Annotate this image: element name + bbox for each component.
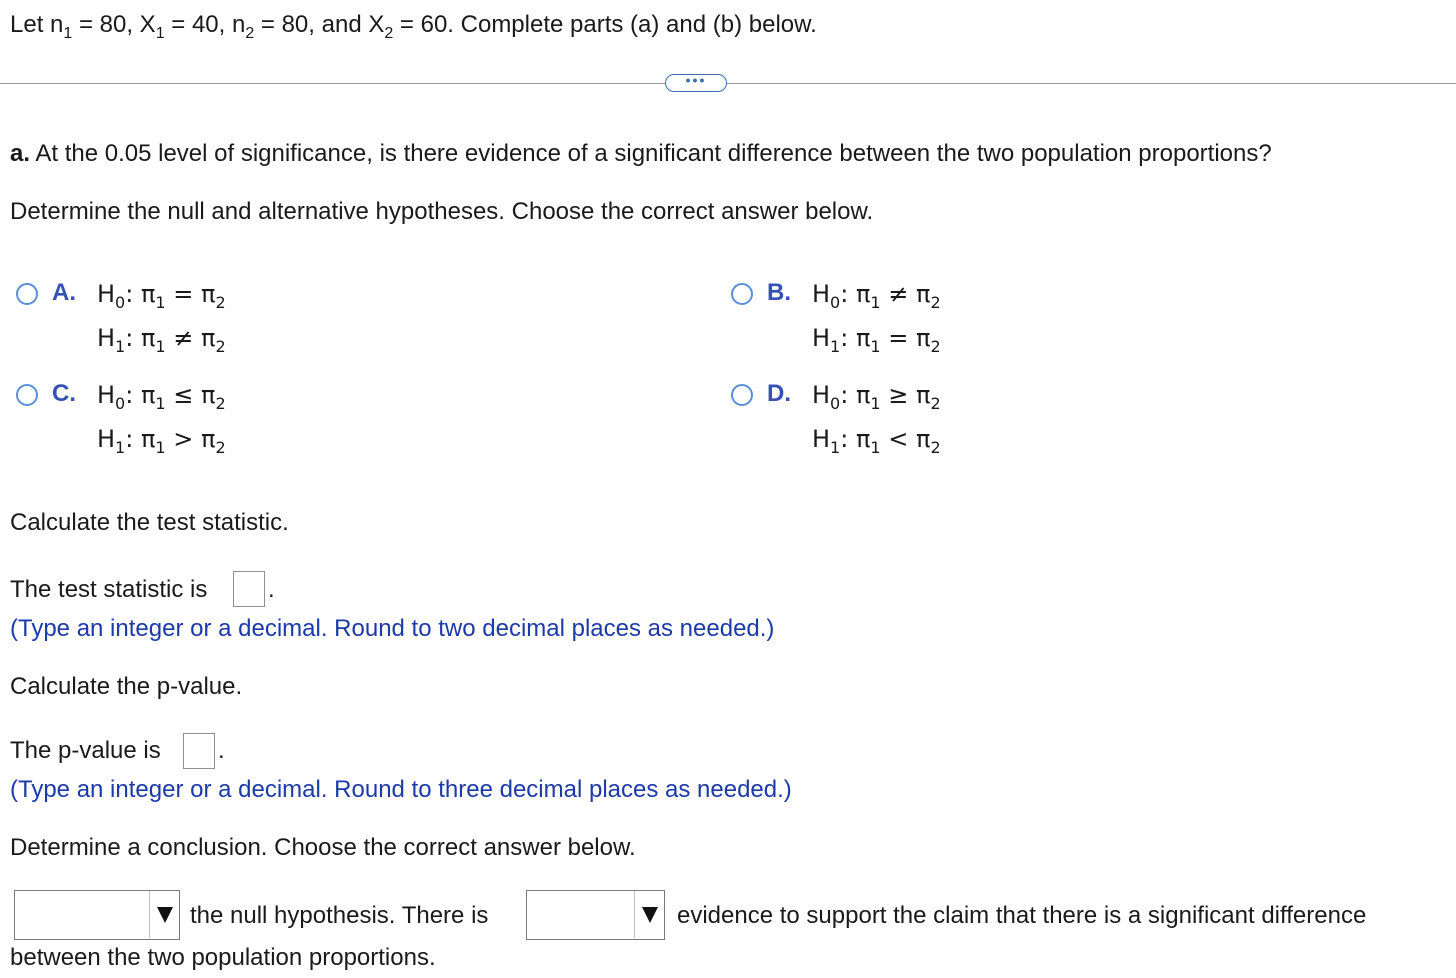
subscript: 2 xyxy=(930,438,941,457)
h-label: H xyxy=(812,324,831,352)
option-b-letter[interactable]: B. xyxy=(767,279,791,306)
pi-symbol: π xyxy=(915,425,931,453)
option-a-h0[interactable]: $H_0$: $\pi_1 = \pi_2$ xyxy=(97,280,226,312)
subscript: 1 xyxy=(155,25,165,42)
pi-symbol: π xyxy=(200,324,216,352)
pi-symbol: π xyxy=(200,280,216,308)
subscript: 2 xyxy=(930,293,941,312)
problem-text: Let n xyxy=(10,11,64,38)
relation-symbol: ≠ xyxy=(888,280,909,308)
h-label: H xyxy=(812,425,831,453)
subscript: 1 xyxy=(155,337,166,356)
relation-symbol: ≥ xyxy=(888,381,909,409)
subscript: 0 xyxy=(115,394,126,413)
p-value-lead: The p-value is xyxy=(10,737,161,764)
option-a-letter[interactable]: A. xyxy=(52,279,76,306)
subscript: 1 xyxy=(155,438,166,457)
option-c-letter[interactable]: C. xyxy=(52,380,76,407)
subscript: 1 xyxy=(155,293,166,312)
h-label: H xyxy=(97,425,116,453)
option-b-radio[interactable] xyxy=(731,283,753,305)
subscript: 0 xyxy=(115,293,126,312)
reject-decision-dropdown[interactable] xyxy=(14,890,180,940)
test-statistic-prompt: Calculate the test statistic. xyxy=(10,509,289,536)
test-statistic-hint: (Type an integer or a decimal. Round to two decimal places as needed.) xyxy=(10,615,775,642)
subscript: 1 xyxy=(155,394,166,413)
pi-symbol: π xyxy=(915,381,931,409)
question-text: At the 0.05 level of significance, is there evidence of a significant difference between the two population proportions? xyxy=(30,140,1272,167)
relation-symbol: ≤ xyxy=(173,381,194,409)
pi-symbol: π xyxy=(140,324,156,352)
conclusion-prompt: Determine a conclusion. Choose the correct answer below. xyxy=(10,834,636,861)
option-d-h0[interactable]: $H_0$: $\pi_1 \ge \pi_2$ xyxy=(812,381,941,413)
pi-symbol: π xyxy=(855,280,871,308)
subscript: 1 xyxy=(830,438,841,457)
problem-text: = 80, and X xyxy=(254,11,385,38)
pi-symbol: π xyxy=(200,425,216,453)
subscript: 1 xyxy=(870,293,881,312)
pi-symbol: π xyxy=(200,381,216,409)
subscript: 2 xyxy=(930,337,941,356)
problem-statement xyxy=(10,10,817,43)
subscript: 1 xyxy=(870,438,881,457)
h-label: H xyxy=(97,280,116,308)
subscript: 1 xyxy=(870,394,881,413)
problem-text: = 80, X xyxy=(72,11,156,38)
part-label: a. xyxy=(10,140,31,167)
subscript: 0 xyxy=(830,293,841,312)
pi-symbol: π xyxy=(140,425,156,453)
p-value-prompt: Calculate the p-value. xyxy=(10,673,243,700)
subscript: 1 xyxy=(63,25,73,42)
p-value-input[interactable] xyxy=(183,733,215,769)
subscript: 1 xyxy=(115,337,126,356)
subscript: 2 xyxy=(215,337,226,356)
option-c-h1[interactable]: $H_1$: $\pi_1 > \pi_2$ xyxy=(97,425,226,457)
test-statistic-input[interactable] xyxy=(233,571,265,607)
h-label: H xyxy=(97,324,116,352)
subscript: 0 xyxy=(830,394,841,413)
test-statistic-lead: The test statistic is xyxy=(10,576,208,603)
relation-symbol: ≠ xyxy=(173,324,194,352)
pi-symbol: π xyxy=(915,280,931,308)
chevron-down-icon[interactable] xyxy=(149,891,179,938)
period: . xyxy=(268,576,275,603)
relation-symbol: = xyxy=(888,324,909,352)
show-more-button[interactable]: ••• xyxy=(665,74,727,92)
pi-symbol: π xyxy=(140,280,156,308)
conclusion-end-text: evidence to support the claim that there is a significant difference xyxy=(677,902,1367,929)
subscript: 2 xyxy=(384,25,394,42)
h-label: H xyxy=(812,280,831,308)
relation-symbol: < xyxy=(888,425,909,453)
option-a-h1[interactable]: $H_1$: $\pi_1 \ne \pi_2$ xyxy=(97,324,226,356)
part-a-question xyxy=(10,139,1272,169)
pi-symbol: π xyxy=(855,324,871,352)
subscript: 2 xyxy=(215,293,226,312)
problem-text: = 60. Complete parts (a) and (b) below. xyxy=(393,11,817,38)
subscript: 2 xyxy=(215,438,226,457)
option-c-radio[interactable] xyxy=(16,384,38,406)
section-divider xyxy=(0,83,1456,84)
option-d-h1[interactable]: $H_1$: $\pi_1 < \pi_2$ xyxy=(812,425,941,457)
conclusion-middle-text: the null hypothesis. There is xyxy=(190,902,489,929)
pi-symbol: π xyxy=(855,381,871,409)
option-b-h1[interactable]: $H_1$: $\pi_1 = \pi_2$ xyxy=(812,324,941,356)
option-b-h0[interactable]: $H_0$: $\pi_1 \ne \pi_2$ xyxy=(812,280,941,312)
subscript: 1 xyxy=(830,337,841,356)
option-c-h0[interactable]: $H_0$: $\pi_1 \le \pi_2$ xyxy=(97,381,226,413)
pi-symbol: π xyxy=(140,381,156,409)
conclusion-second-line: between the two population proportions. xyxy=(10,944,436,971)
problem-text: = 40, n xyxy=(164,11,246,38)
period: . xyxy=(218,737,225,764)
subscript: 1 xyxy=(870,337,881,356)
option-d-radio[interactable] xyxy=(731,384,753,406)
subscript: 1 xyxy=(115,438,126,457)
subscript: 2 xyxy=(245,25,255,42)
relation-symbol: > xyxy=(173,425,194,453)
subscript: 2 xyxy=(215,394,226,413)
h-label: H xyxy=(812,381,831,409)
p-value-hint: (Type an integer or a decimal. Round to three decimal places as needed.) xyxy=(10,776,792,803)
evidence-dropdown[interactable] xyxy=(526,890,665,940)
chevron-down-icon[interactable] xyxy=(634,891,664,938)
subscript: 2 xyxy=(930,394,941,413)
hypotheses-prompt: Determine the null and alternative hypotheses. Choose the correct answer below. xyxy=(10,198,874,225)
option-a-radio[interactable] xyxy=(16,283,38,305)
h-label: H xyxy=(97,381,116,409)
pi-symbol: π xyxy=(855,425,871,453)
option-d-letter[interactable]: D. xyxy=(767,380,791,407)
pi-symbol: π xyxy=(915,324,931,352)
relation-symbol: = xyxy=(173,280,194,308)
